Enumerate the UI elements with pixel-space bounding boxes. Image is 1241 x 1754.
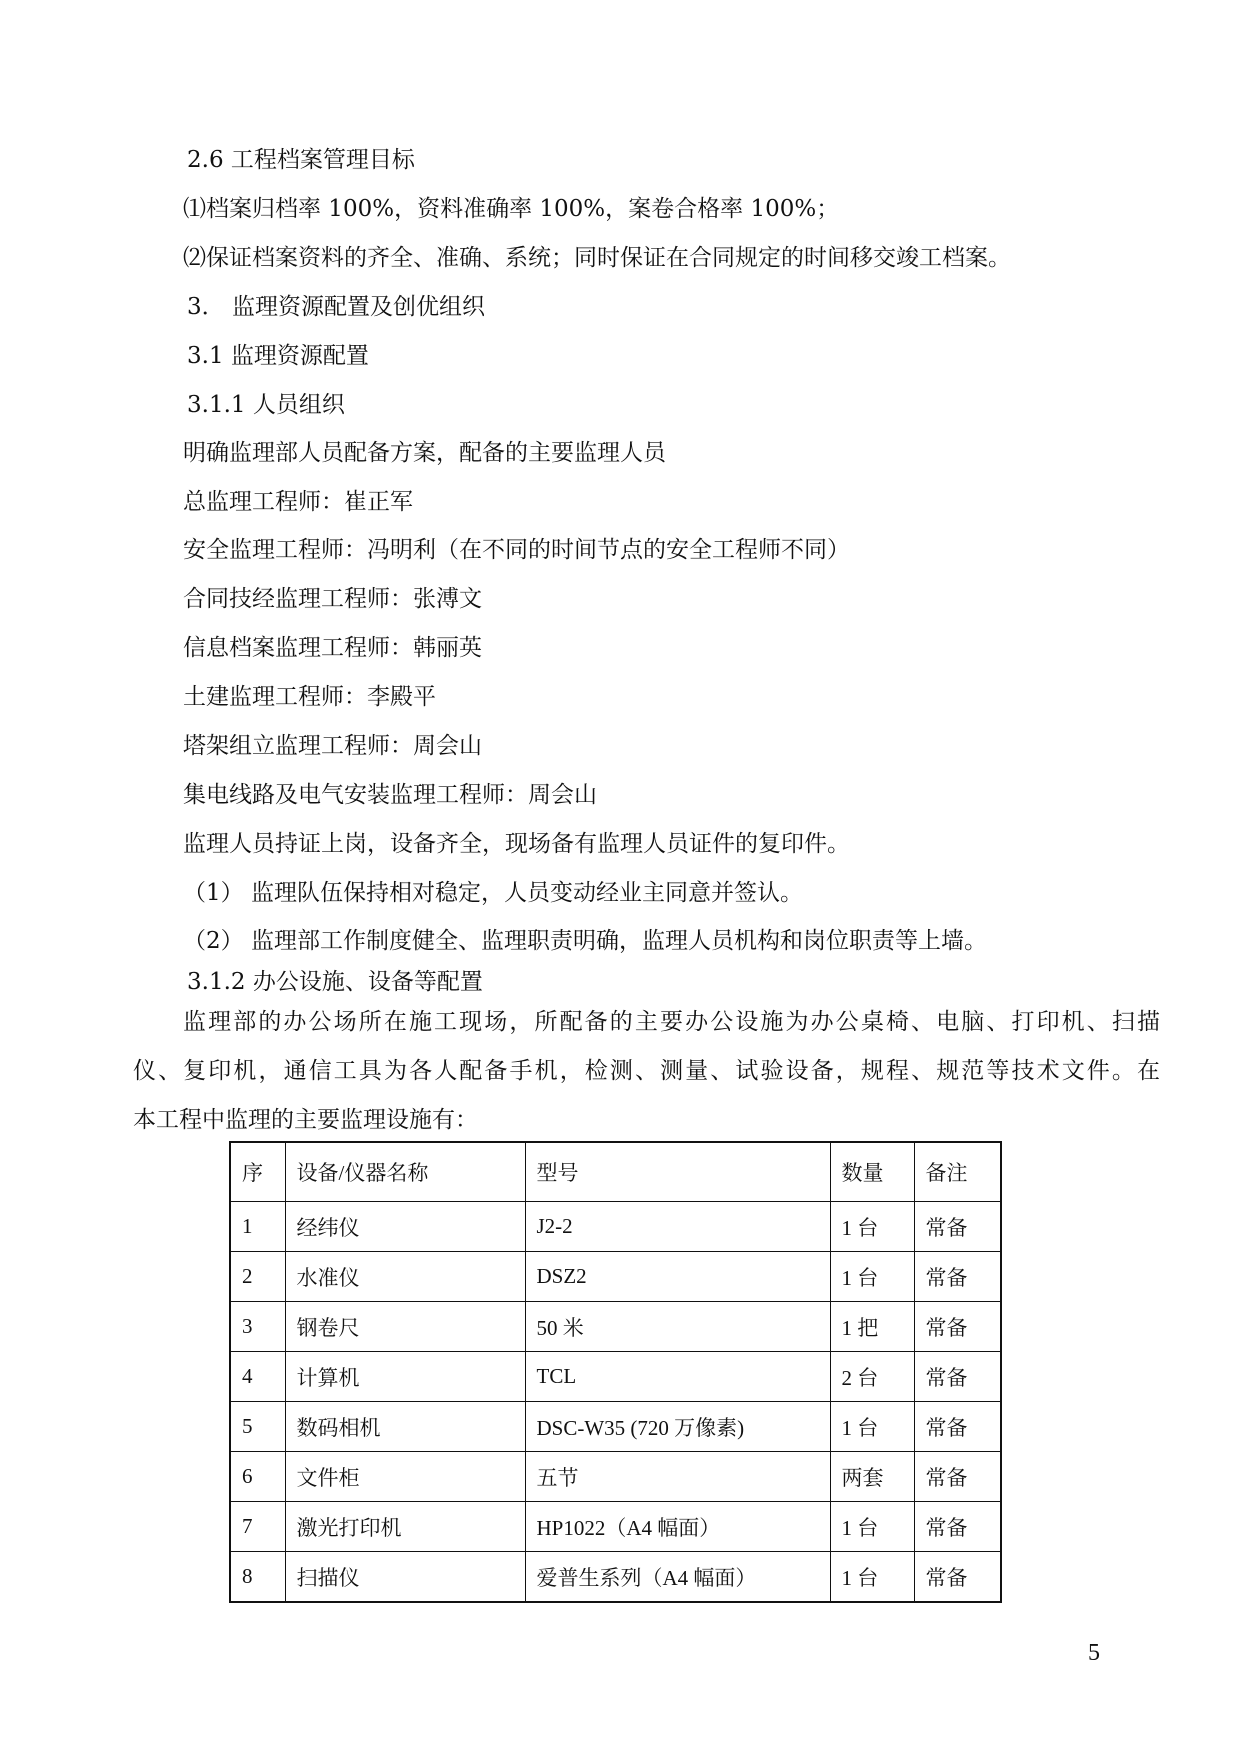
cell-index: 4 [230,1352,285,1402]
cell-model: TCL [525,1352,830,1402]
cell-name: 钢卷尺 [285,1302,525,1352]
page-number: 5 [1088,1640,1100,1666]
cell-index: 2 [230,1252,285,1302]
cell-model: DSZ2 [525,1252,830,1302]
cell-index: 3 [230,1302,285,1352]
cell-name: 水准仪 [285,1252,525,1302]
header-model: 型号 [525,1142,830,1202]
staff-contract-engineer: 合同技经监理工程师：张溥文 [183,586,482,612]
cell-model: 50 米 [525,1302,830,1352]
staff-requirement-2: （2） 监理部工作制度健全、监理职责明确，监理人员机构和岗位职责等上墙。 [183,928,987,954]
cell-index: 6 [230,1452,285,1502]
table-header-row [230,1142,1001,1202]
staff-civil-engineer: 土建监理工程师：李殿平 [183,684,436,710]
cell-index: 7 [230,1502,285,1552]
cell-quantity: 1 台 [830,1252,914,1302]
cell-name: 文件柜 [285,1452,525,1502]
cell-index: 5 [230,1402,285,1452]
cell-remarks: 常备 [914,1552,1001,1603]
staff-certification-note: 监理人员持证上岗，设备齐全，现场备有监理人员证件的复印件。 [183,831,850,857]
cell-name: 计算机 [285,1352,525,1402]
table-row [230,1302,1001,1352]
header-remarks: 备注 [914,1142,1001,1202]
facilities-paragraph-line-1: 监理部的办公场所在施工现场，所配备的主要办公设施为办公桌椅、电脑、打印机、扫描 [183,1009,1160,1035]
header-quantity: 数量 [830,1142,914,1202]
cell-model: HP1022（A4 幅面） [525,1502,830,1552]
staff-archive-engineer: 信息档案监理工程师：韩丽英 [183,635,482,661]
table-row [230,1352,1001,1402]
section-heading-3-1: 3.1 监理资源配置 [187,343,369,369]
staff-tower-engineer: 塔架组立监理工程师：周会山 [183,733,482,759]
staff-requirement-1: （1） 监理队伍保持相对稳定，人员变动经业主同意并签认。 [183,880,803,906]
table-row [230,1402,1001,1452]
staffing-intro: 明确监理部人员配备方案，配备的主要监理人员 [183,440,666,466]
staff-chief-engineer: 总监理工程师：崔正军 [183,489,413,515]
cell-name: 激光打印机 [285,1502,525,1552]
cell-name: 经纬仪 [285,1202,525,1252]
table-row [230,1202,1001,1252]
header-name: 设备/仪器名称 [285,1142,525,1202]
cell-quantity: 2 台 [830,1352,914,1402]
cell-quantity: 1 台 [830,1502,914,1552]
section-heading-2-6: 2.6 工程档案管理目标 [187,147,415,173]
section-heading-3: 3． 监理资源配置及创优组织 [187,294,485,320]
cell-model: 五节 [525,1452,830,1502]
cell-remarks: 常备 [914,1202,1001,1252]
cell-remarks: 常备 [914,1302,1001,1352]
cell-model: J2-2 [525,1202,830,1252]
equipment-table [229,1141,1002,1603]
cell-quantity: 1 台 [830,1552,914,1603]
cell-remarks: 常备 [914,1452,1001,1502]
cell-index: 8 [230,1552,285,1603]
cell-name: 扫描仪 [285,1552,525,1603]
archive-target-item-1: ⑴档案归档率 100%，资料准确率 100%，案卷合格率 100%； [183,196,840,222]
section-heading-3-1-2: 3.1.2 办公设施、设备等配置 [187,969,483,995]
staff-safety-engineer: 安全监理工程师：冯明利（在不同的时间节点的安全工程师不同） [183,537,850,563]
table-row [230,1502,1001,1552]
facilities-paragraph-line-2: 仪、复印机，通信工具为各人配备手机，检测、测量、试验设备，规程、规范等技术文件。在 [133,1058,1160,1084]
cell-quantity: 1 把 [830,1302,914,1352]
staff-electrical-engineer: 集电线路及电气安装监理工程师：周会山 [183,782,597,808]
table-row [230,1552,1001,1603]
cell-quantity: 两套 [830,1452,914,1502]
cell-name: 数码相机 [285,1402,525,1452]
cell-index: 1 [230,1202,285,1252]
header-index: 序 [230,1142,285,1202]
facilities-paragraph-line-3: 本工程中监理的主要监理设施有： [133,1107,478,1133]
cell-remarks: 常备 [914,1402,1001,1452]
cell-remarks: 常备 [914,1252,1001,1302]
cell-remarks: 常备 [914,1502,1001,1552]
cell-quantity: 1 台 [830,1202,914,1252]
cell-remarks: 常备 [914,1352,1001,1402]
cell-model: 爱普生系列（A4 幅面） [525,1552,830,1603]
section-heading-3-1-1: 3.1.1 人员组织 [187,392,345,418]
cell-quantity: 1 台 [830,1402,914,1452]
archive-target-item-2: ⑵保证档案资料的齐全、准确、系统；同时保证在合同规定的时间移交竣工档案。 [183,245,1011,271]
table-row [230,1452,1001,1502]
cell-model: DSC-W35 (720 万像素) [525,1402,830,1452]
table-row [230,1252,1001,1302]
